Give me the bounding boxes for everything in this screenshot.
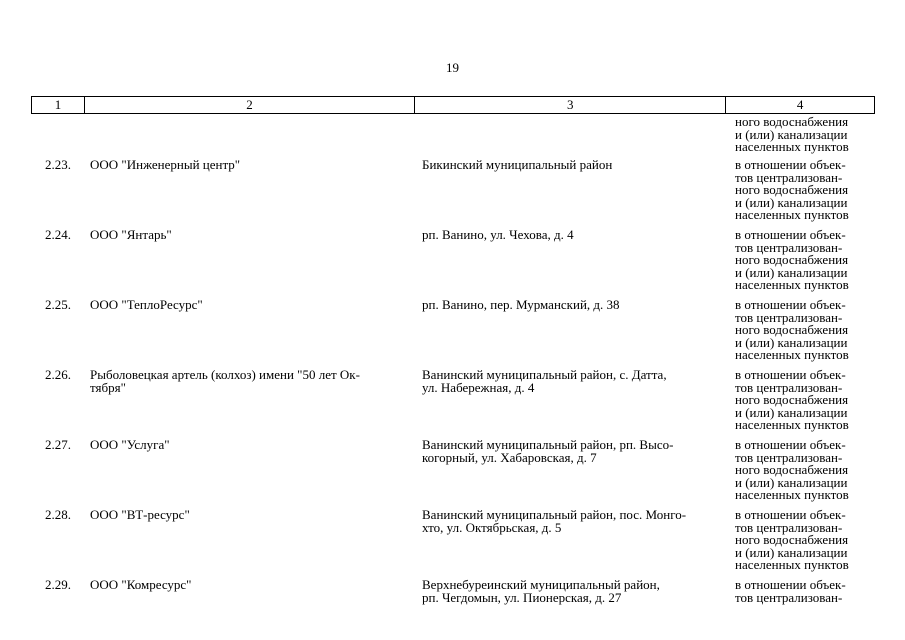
table-row: [31, 369, 875, 439]
organization-name: ООО "Инженерный центр": [90, 157, 241, 172]
scope-text: в отношении объек- тов централизован- ного водоснабжения и (или) канализации населенных пунктов: [735, 157, 849, 222]
row-number: 2.27.: [45, 437, 71, 452]
organization-name: ООО "Янтарь": [90, 227, 172, 242]
organization-address: рп. Ванино, пер. Мурманский, д. 38: [422, 297, 620, 312]
organization-address: Верхнебуреинский муниципальный район, рп. Чегдомын, ул. Пионерская, д. 27: [422, 577, 660, 605]
row-number: 2.28.: [45, 507, 71, 522]
row-number: 2.25.: [45, 297, 71, 312]
scope-text: в отношении объек- тов централизован-: [735, 577, 846, 605]
table-row: [31, 579, 875, 619]
table-row: [31, 509, 875, 579]
row-number: 2.24.: [45, 227, 71, 242]
row-number: 2.29.: [45, 577, 71, 592]
scope-text: в отношении объек- тов централизован- ного водоснабжения и (или) канализации населенных пунктов: [735, 367, 849, 432]
organization-name: ООО "ТеплоРесурс": [90, 297, 203, 312]
carry-over-text: ного водоснабжения и (или) канализации населенных пунктов: [735, 114, 849, 154]
scope-text: в отношении объек- тов централизован- ного водоснабжения и (или) канализации населенных пунктов: [735, 297, 849, 362]
organization-address: Ванинский муниципальный район, пос. Монго- хто, ул. Октябрьская, д. 5: [422, 507, 687, 535]
table-row: [31, 299, 875, 369]
scope-text: в отношении объек- тов централизован- ного водоснабжения и (или) канализации населенных пунктов: [735, 507, 849, 572]
row-number: 2.23.: [45, 157, 71, 172]
organization-name: Рыболовецкая артель (колхоз) имени "50 лет Ок- тября": [90, 367, 360, 395]
table-row: [31, 159, 875, 229]
scope-text: в отношении объек- тов централизован- ного водоснабжения и (или) канализации населенных пунктов: [735, 227, 849, 292]
header-cell-3: 3: [415, 97, 726, 113]
table-row: [31, 439, 875, 509]
table-header: [31, 96, 875, 114]
organization-name: ООО "ВТ-ресурс": [90, 507, 190, 522]
organization-address: рп. Ванино, ул. Чехова, д. 4: [422, 227, 574, 242]
header-cell-2: 2: [85, 97, 415, 113]
organization-address: Ванинский муниципальный район, с. Датта, ул. Набережная, д. 4: [422, 367, 667, 395]
header-cell-1: 1: [32, 97, 85, 113]
scope-text: в отношении объек- тов централизован- ного водоснабжения и (или) канализации населенных пунктов: [735, 437, 849, 502]
table-row: [31, 229, 875, 299]
organization-address: Бикинский муниципальный район: [422, 157, 613, 172]
organization-name: ООО "Комресурс": [90, 577, 192, 592]
organization-name: ООО "Услуга": [90, 437, 170, 452]
page-number: 19: [446, 60, 459, 75]
organization-address: Ванинский муниципальный район, рп. Высо- когорный, ул. Хабаровская, д. 7: [422, 437, 674, 465]
header-cell-4: 4: [796, 97, 804, 112]
row-number: 2.26.: [45, 367, 71, 382]
